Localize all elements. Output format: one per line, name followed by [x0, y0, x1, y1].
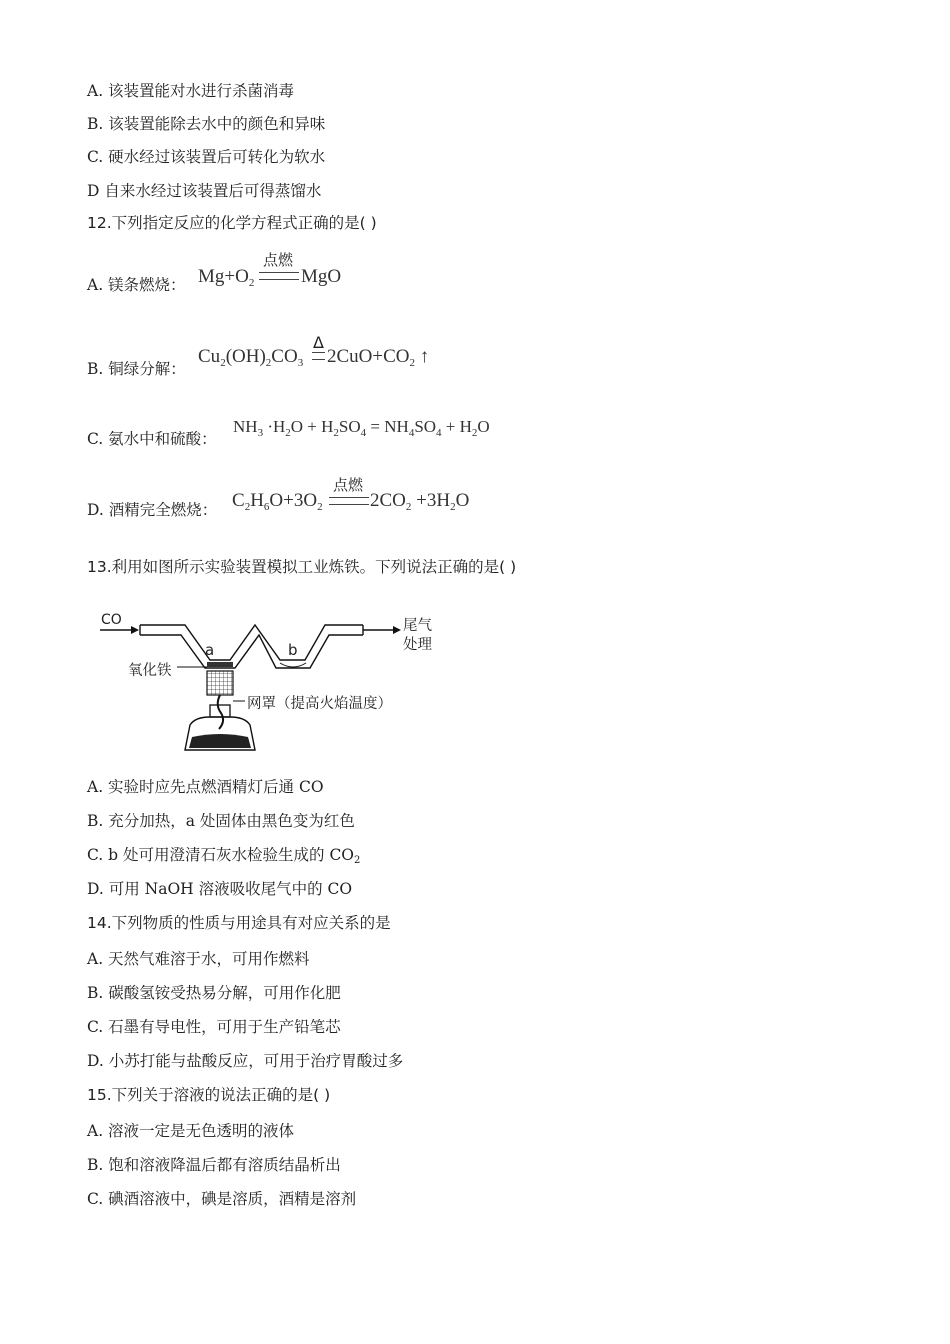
q13-option-c: [87, 845, 360, 871]
point-a-label: a: [205, 641, 215, 659]
q11-option-a: A. 该装置能对水进行杀菌消毒: [87, 82, 295, 100]
q11-option-c: C. 硬水经过该装置后可转化为软水: [87, 148, 326, 166]
q13-option-a: A. 实验时应先点燃酒精灯后通 CO: [87, 778, 324, 796]
q12-option-a-product: MgO: [301, 266, 342, 287]
q11-option-b: B. 该装置能除去水中的颜色和异味: [87, 115, 326, 133]
q12-option-b-product: $2CuO+CO_2$ ↑: [327, 346, 430, 369]
tail-gas-label-2: 处理: [403, 637, 432, 653]
tail-gas-label-1: 尾气: [403, 618, 432, 634]
q13-option-c-text: C. b 处可用澄清石灰水检验生成的 CO: [87, 846, 355, 864]
apparatus-drawing: [95, 605, 440, 755]
q12-option-a-equals-sign: [259, 272, 299, 280]
iron-oxide-label: 氧化铁: [128, 663, 172, 679]
q14-stem: 14.下列物质的性质与用途具有对应关系的是: [87, 914, 391, 932]
q15-option-c: C. 碘酒溶液中，碘是溶质，酒精是溶剂: [87, 1190, 357, 1208]
q14-option-d: D. 小苏打能与盐酸反应，可用于治疗胃酸过多: [87, 1052, 404, 1070]
q12-option-c-equation: $NH_3 \cdot H_2O + H_2SO_4 = NH_4SO_4 + H_2O$: [233, 417, 490, 439]
q15-stem: 15.下列关于溶液的说法正确的是( ): [87, 1086, 331, 1104]
q12-option-d-equals-sign: [329, 497, 369, 505]
q13-option-c-subscript: 2: [354, 855, 361, 866]
q14-option-a: A. 天然气难溶于水，可用作燃料: [87, 950, 310, 968]
q13-option-b: B. 充分加热，a 处固体由黑色变为红色: [87, 812, 355, 830]
q14-option-c: C. 石墨有导电性，可用于生产铅笔芯: [87, 1018, 341, 1036]
q12-option-b-equals-sign: [312, 352, 325, 360]
q12-stem: 12.下列指定反应的化学方程式正确的是( ): [87, 214, 377, 232]
q15-option-b: B. 饱和溶液降温后都有溶质结晶析出: [87, 1156, 341, 1174]
point-b-label: b: [288, 641, 298, 659]
q12-option-c-label: C. 氨水中和硫酸：: [87, 430, 217, 448]
q13-apparatus-diagram: [95, 605, 440, 755]
q12-option-a-label: A. 镁条燃烧：: [87, 276, 186, 294]
q12-option-b-condition: Δ: [313, 333, 324, 352]
q12-option-d-label: D. 酒精完全燃烧：: [87, 501, 218, 519]
q12-option-d-product: $2CO_2 +3H_2O$: [370, 490, 470, 513]
q13-option-d: D. 可用 NaOH 溶液吸收尾气中的 CO: [87, 880, 353, 898]
co-inlet-label: CO: [101, 612, 122, 628]
q12-option-a-condition: 点燃: [263, 251, 294, 269]
q14-option-b: B. 碳酸氢铵受热易分解，可用作化肥: [87, 984, 341, 1002]
q12-option-d-equation: $C_2H_6O+3O_2$: [232, 490, 323, 513]
q12-option-b-label: B. 铜绿分解：: [87, 360, 186, 378]
q12-option-a-equation: $Mg+O_2$: [198, 266, 255, 289]
q13-stem: 13.利用如图所示实验装置模拟工业炼铁。下列说法正确的是( ): [87, 558, 517, 576]
q12-option-b-equation: $Cu_2(OH)_2CO_3$: [198, 346, 304, 369]
q11-option-d: D 自来水经过该装置后可得蒸馏水: [87, 182, 322, 200]
mesh-hood-label: 网罩（提高火焰温度）: [247, 696, 392, 712]
q15-option-a: A. 溶液一定是无色透明的液体: [87, 1122, 295, 1140]
q12-option-d-condition: 点燃: [333, 476, 364, 494]
